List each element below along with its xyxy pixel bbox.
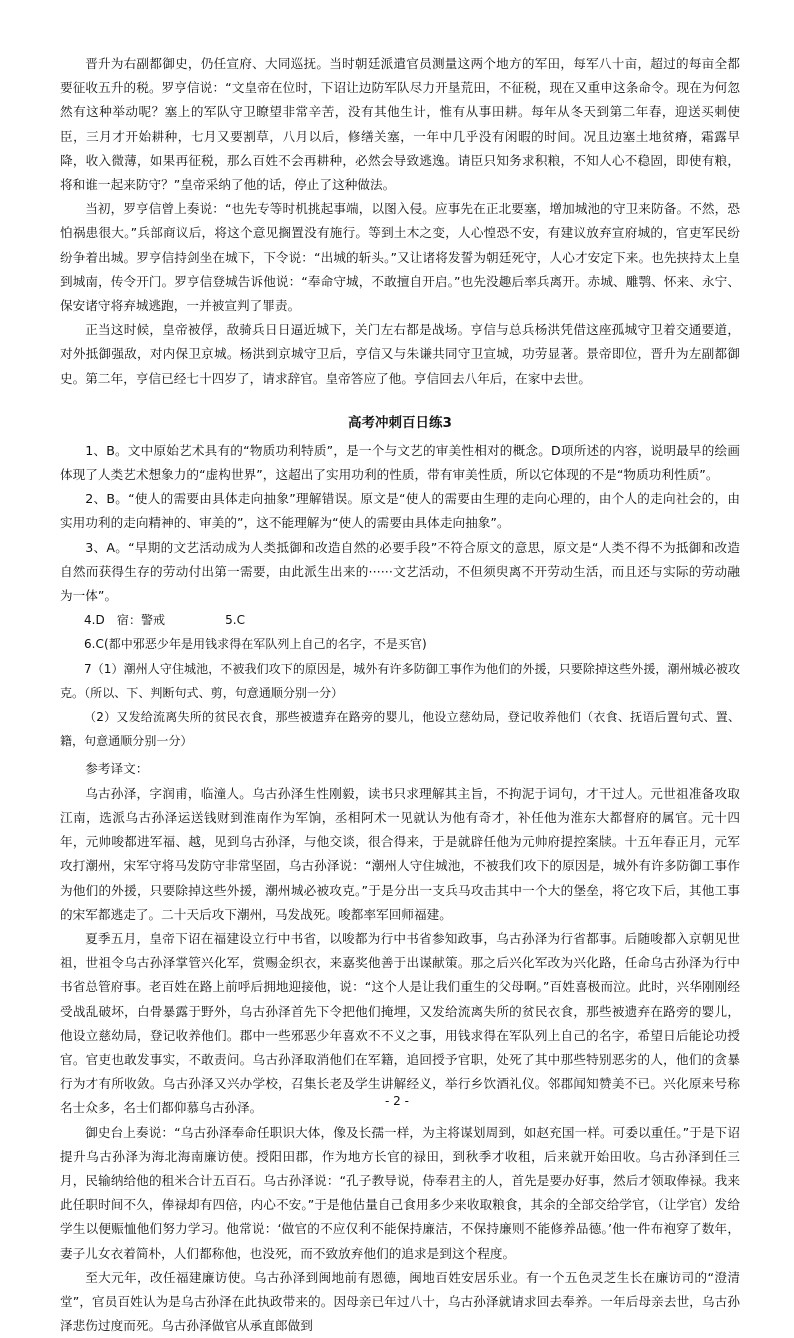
answer-4: 4.D 宿：警戒 <box>84 613 166 628</box>
answer-item: 3、A。“早期的文艺活动成为人类抵御和改造自然的必要手段”不符合原文的意思，原文是“人类不得不为抵御和改造自然而获得生存的劳动付出第一需要，由此派生出来的······文艺活动，不但须臾离不开劳动生活，而且还与实际的劳动融为一体”。 <box>60 539 740 604</box>
translation-paragraph: 乌古孙泽，字润甫，临潼人。乌古孙泽生性刚毅，读书只求理解其主旨，不拘泥于词句，才干过人。元世祖准备攻取江南，选派乌古孙泽运送钱财到淮南作为军饷，丞相阿术一见就认为他有奇才，补任他为淮东大都督府的属官。元十四年，元帅唆都进军福、越，见到乌古孙泽，与他交谈，很合得来，于是就辟任他为元帅府提控案牍。十五年春正月，元军攻打潮州，宋军守将马发防守非常坚固，乌古孙泽说：“潮州人守住城池，不被我们攻下的原因是，城外有许多防御工事作为他们的外援，只要除掉这些外援，潮州城必被攻克。”于是分出一支兵马攻击其中一个大的堡垒，将它攻下后，其他工事的宋军都逃走了。二十天后攻下潮州，马发战死。唆都率军回师福建。 <box>60 785 740 922</box>
answer-item: 2、B。“使人的需要由具体走向抽象”理解错误。原文是“使人的需要由生理的走向心理的，由个人的走向社会的，由实用功利的走向精神的、审美的”，这不能理解为“使人的需要由具体走向抽象”。 <box>60 491 740 531</box>
document-page <box>60 52 740 1338</box>
translation-paragraph: 御史台上奏说：“乌古孙泽奉命任职识大体，像及长孺一样，为主将谋划周到，如赵充国一样。可委以重任。”于是下诏提升乌古孙泽为海北海南廉访使。授阳田郡，作为地方长官的禄田，到秋季才收租，后来就开始田收。乌古孙泽到任三月，民输纳给他的租米合计五百石。乌古孙泽说：“孔子教导说，侍奉君主的人，首先是要办好事，然后才领取俸禄。我来此任职时间不久，俸禄却有四倍，内心不安。”于是他估量自己食用多少来收取粮食，其余的全部交给学官，（让学官）发给学生以便赈恤他们努力学习。他常说：‘做官的不应仅利不能保持廉洁，不保持廉则不能修养品德。’他一件布袍穿了数年，妻子儿女衣着简朴，人们都称他，也没死，而不致放弃他们的追求是到这个程度。 <box>60 1124 740 1261</box>
answer-item: 1、B。文中原始艺术具有的“物质功利特质”，是一个与文艺的审美性相对的概念。D项所述的内容，说明最早的绘画体现了人类艺术想象力的“虚构世界”，这超出了实用功利的性质，带有审美性质，所以它体现的不是“物质功利性质”。 <box>60 442 740 483</box>
answer-row <box>60 608 740 632</box>
paragraph: 当初，罗亨信曾上奏说：“也先专等时机挑起事端，以图入侵。应事先在正北要塞，增加城池的守卫来防备。不然，恐怕祸患很大。”兵部商议后，将这个意见搁置没有施行。等到土木之变，人心惶恐不安，有建议放弃宣府城的，官吏军民纷纷争着出城。罗亨信持剑坐在城下，下令说：“出城的斩头。”又让诸将发誓为朝廷死守，人心才安定下来。也先挟持太上皇到城南，传令开门。罗亨信登城告诉他说：“奉命守城，不敢擅自开启。”也先没趣后率兵离开。赤城、雕鹗、怀来、永宁、保安诸守将弃城逃跑，一并被宣判了罪责。 <box>60 201 740 314</box>
paragraph: 正当这时候，皇帝被俘，敌骑兵日日逼近城下，关门左右都是战场。亨信与总兵杨洪凭借这座孤城守卫着交通要道，对外抵御强敌，对内保卫京城。杨洪到京城守卫后，亨信又与朱谦共同守卫宣城，功劳显著。景帝即位，晋升为左副都御史。第二年，亨信已经七十四岁了，请求辞官。皇帝答应了他。亨信回去八年后，在家中去世。 <box>60 322 740 386</box>
answer-7-2: （2）又发给流离失所的贫民衣食，那些被遗弃在路旁的婴儿，他设立慈幼局，登记收养他们（衣食、抚语后置句式、置、籍，句意通顺分别一分） <box>60 710 740 749</box>
translation-label: 参考译文： <box>85 761 149 777</box>
paragraph: 晋升为右副都御史，仍任宣府、大同巡抚。当时朝廷派遣官员测量这两个地方的军田，每军八十亩，超过的每亩全都要征收五升的税。罗亨信说：“文皇帝在位时，下诏让边防军队尽力开垦荒田，不征税，现在又重申这条命令。现在为何忽然有这种举动呢？塞上的军队守卫瞭望非常辛苦，没有其他生计，惟有从事田耕。每年从冬天到第二年春，迎送买刺使臣，三月才开始耕种，七月又要割草，八月以后，修缮关塞，一年中几乎没有闲暇的时间。况且边塞土地贫瘠，霜露早降，收入微薄，如果再征税，那么百姓不会再耕种，必然会导致逃逸。请臣只知务求积粮，不知人心不稳固，即使有粮，将和谁一起来防守？”皇帝采纳了他的话，停止了这种做法。 <box>60 56 740 193</box>
translation-paragraph: 至大元年，改任福建廉访使。乌古孙泽到闽地前有恩德，闽地百姓安居乐业。有一个五色灵芝生长在廉访司的“澄清堂”，官员百姓认为是乌古孙泽在此执政带来的。因母亲已年过八十，乌古孙泽就请求回去奉养。一年后母亲去世，乌古孙泽悲伤过度而死。乌古孙泽做官从承直郎做到 <box>60 1269 740 1334</box>
translation-paragraph: 夏季五月，皇帝下诏在福建设立行中书省，以唆都为行中书省参知政事，乌古孙泽为行省都事。后随唆都入京朝见世祖，世祖令乌古孙泽掌管兴化军，赏赐金织衣，来嘉奖他善于出谋献策。那之后兴化军改为兴化路，任命乌古孙泽为行中书省总管府事。老百姓在路上前呼后拥地迎接他，说：“这个人是让我们重生的父母啊。”百姓喜极而泣。此时，兴华刚刚经受战乱破坏，白骨暴露于野外，乌古孙泽首先下令把他们掩埋，又发给流离失所的贫民衣食，那些被遗弃在路旁的婴儿，他设立慈幼局，登记收养他们。郡中一些邪恶少年喜欢不不义之事，用钱求得在军队列上自己的名字，希望日后能论功授官。官吏也敢发事实，不敢责问。乌古孙泽取消他们在军籍，追回授予官职，处死了其中那些特别恶劣的人，他们的贪暴行为才有所收敛。乌古孙泽又兴办学校，召集长老及学生讲解经义，举行乡饮酒礼仪。邻郡闻知赞美不已。兴化原来号称名士众多，名士们都仰慕乌古孙泽。 <box>60 930 740 1116</box>
answer-6: 6.C(都中邪恶少年是用钱求得在军队列上自己的名字，不是买官) <box>84 637 427 652</box>
answer-7-1: 7（1）潮州人守住城池，不被我们攻下的原因是，城外有许多防御工事作为他们的外援，只要除掉这些外援，潮州城必被攻克。（所以、下、判断句式、剪，句意通顺分别一分） <box>60 661 740 700</box>
answer-5: 5.C <box>225 613 246 628</box>
page-number: - 2 - <box>385 1094 409 1108</box>
section-title: 高考冲刺百日练3 <box>348 414 452 431</box>
